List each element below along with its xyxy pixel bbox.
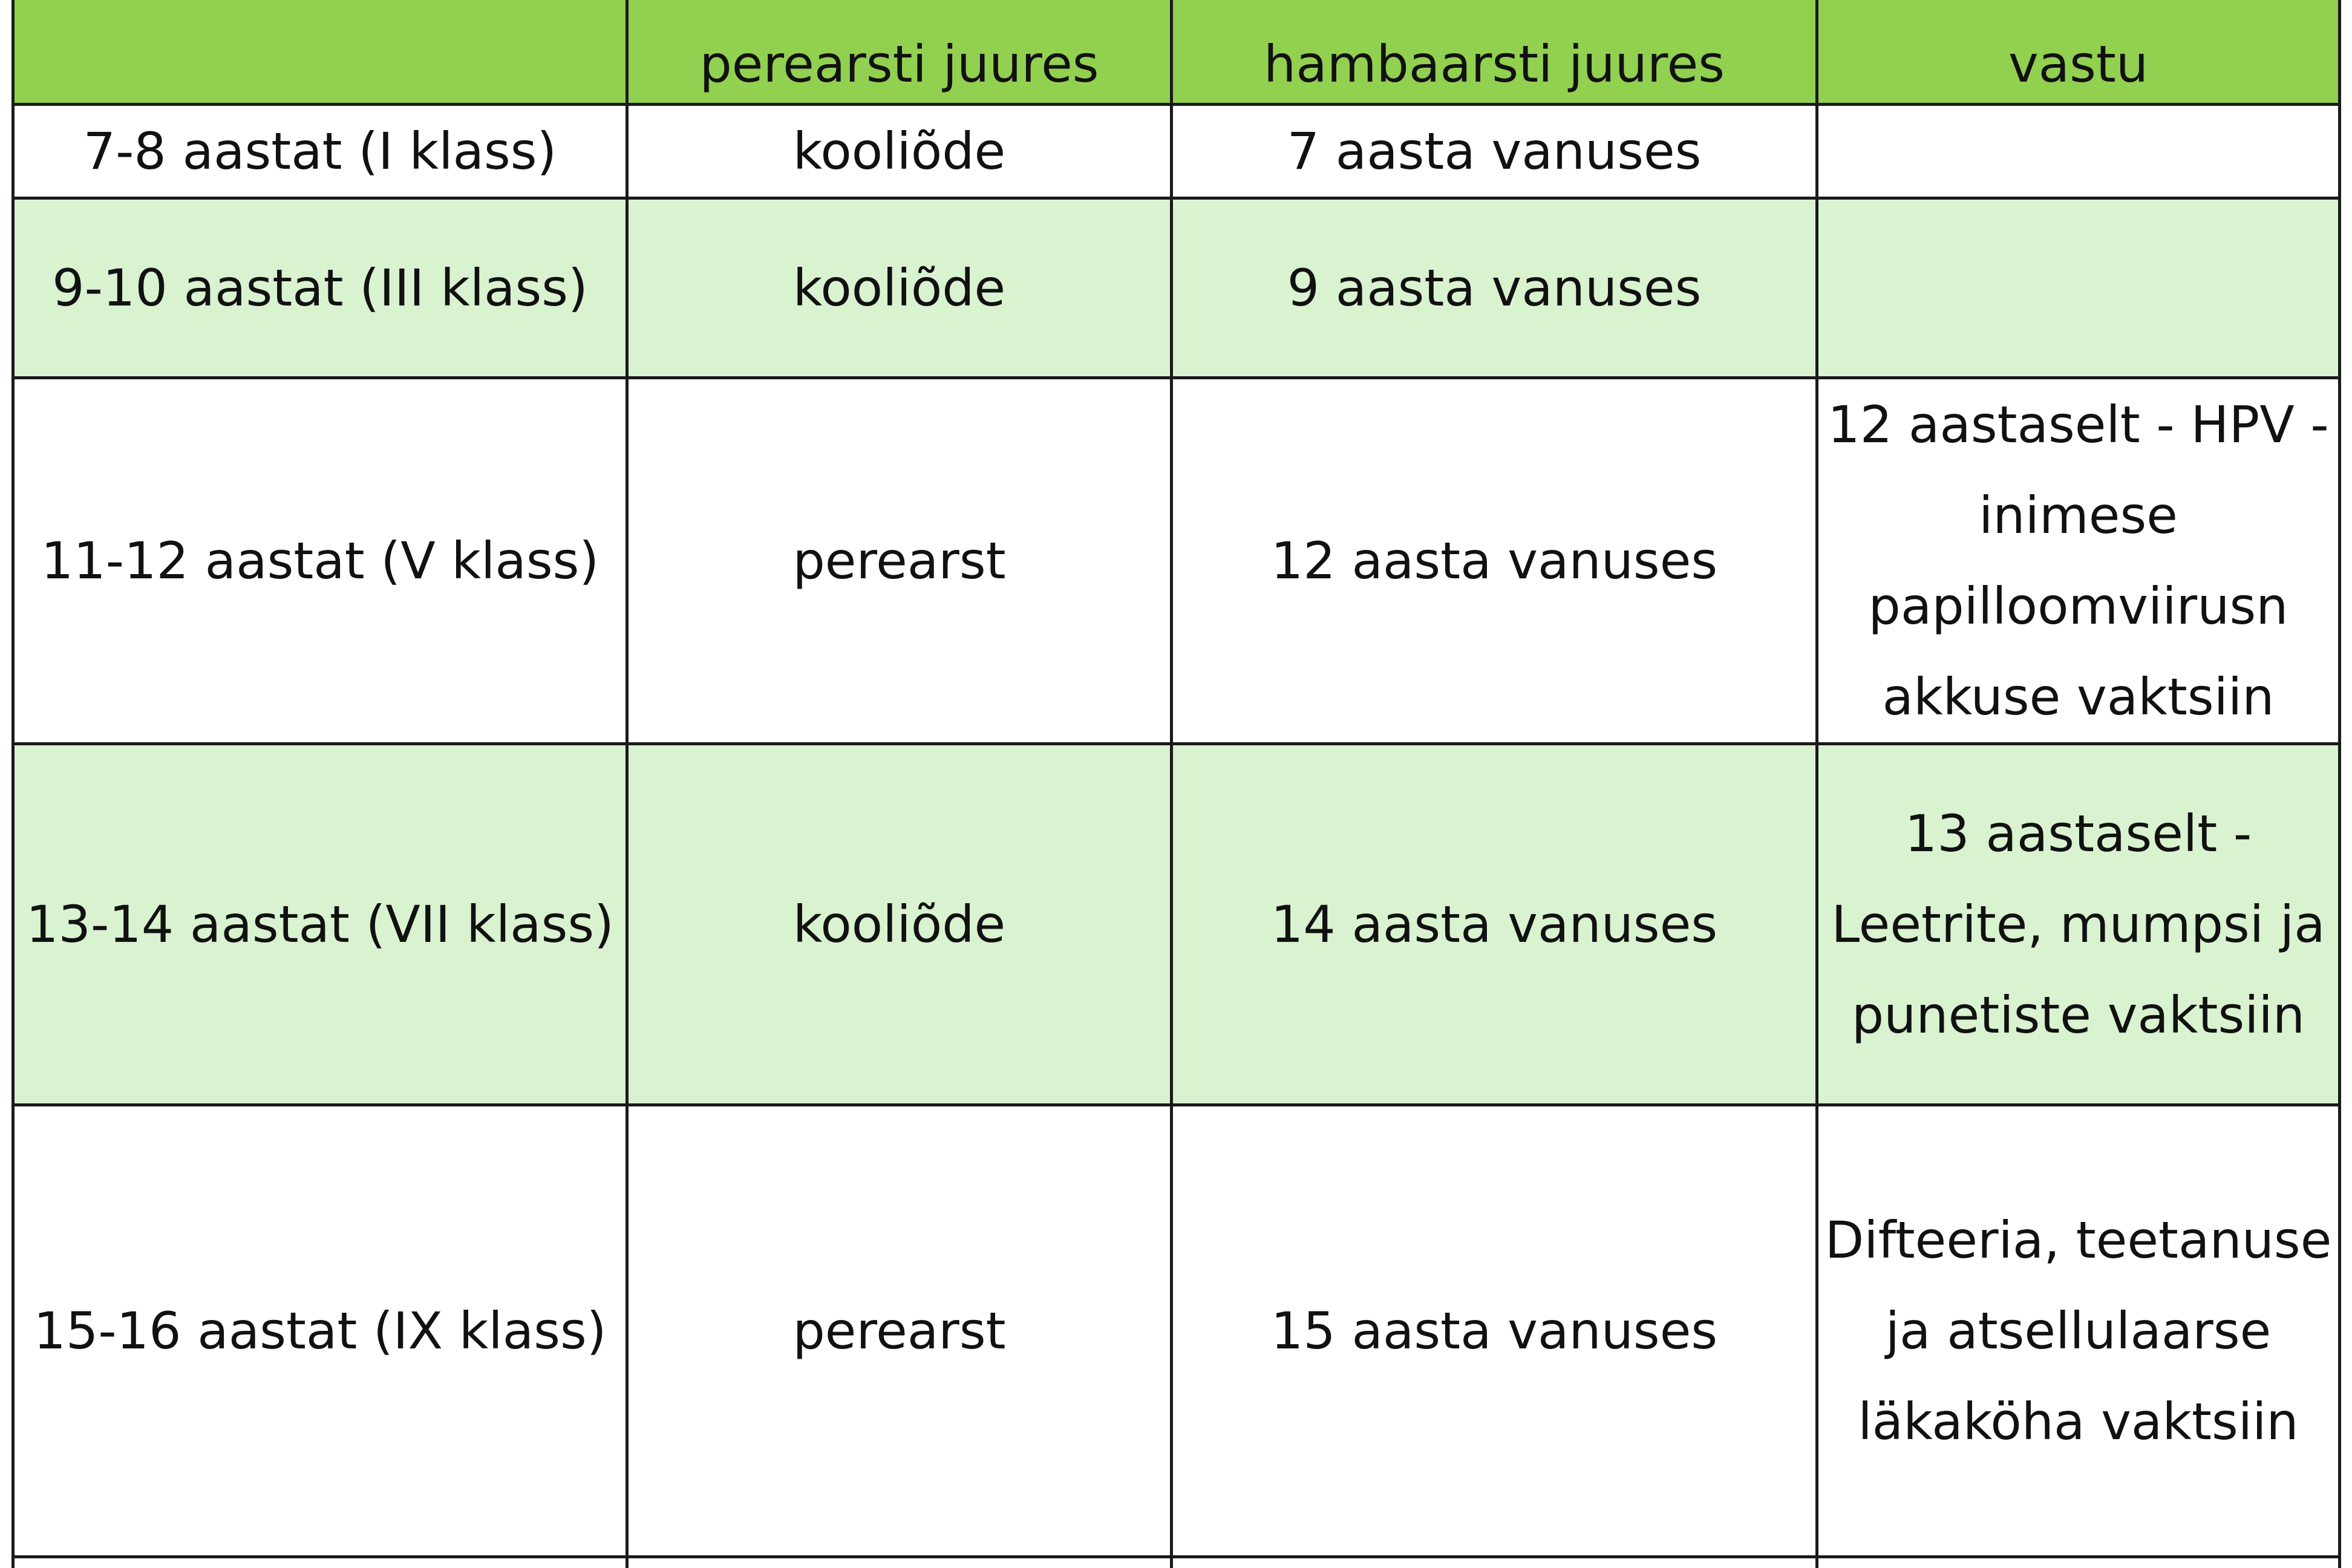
cell-dentist: 7 aasta vanuses: [1172, 105, 1817, 198]
cell-vaccine: 12 aastaselt - HPV - inimese papilloomviirusn akkuse vaktsiin: [1817, 378, 2340, 744]
cell-check: perearst: [627, 378, 1172, 744]
header-age-group: [13, 0, 627, 105]
cell-dentist: 15 aasta vanuses: [1172, 1105, 1817, 1557]
cell-vaccine: 13 aastaselt - Leetrite, mumpsi ja punetiste vaktsiin: [1817, 744, 2340, 1105]
table-row: [13, 198, 2340, 378]
cell-check: perearst: [627, 1105, 1172, 1557]
cell-check: kooliõde: [627, 744, 1172, 1105]
header-dentist-check: hambaarsti juures: [1172, 0, 1817, 105]
header-vaccination: vastu: [1817, 0, 2340, 105]
table-row: [13, 1105, 2340, 1557]
cell-check: kooliõde: [627, 105, 1172, 198]
cell-age: [13, 1557, 627, 1568]
table-row: [13, 378, 2340, 744]
cell-vaccine: [1817, 1557, 2340, 1568]
table-header-row: [13, 0, 2340, 105]
cell-vaccine: Difteeria, teetanuse ja atsellulaarse läkaköha vaktsiin: [1817, 1105, 2340, 1557]
cell-age: 11-12 aastat (V klass): [13, 378, 627, 744]
cell-dentist: 14 aasta vanuses: [1172, 744, 1817, 1105]
cell-age: 7-8 aastat (I klass): [13, 105, 627, 198]
cell-age: 13-14 aastat (VII klass): [13, 744, 627, 1105]
cell-dentist: [1172, 1557, 1817, 1568]
table-row: [13, 105, 2340, 198]
cell-vaccine: [1817, 198, 2340, 378]
cell-dentist: 12 aasta vanuses: [1172, 378, 1817, 744]
cell-check: [627, 1557, 1172, 1568]
cell-dentist: 9 aasta vanuses: [1172, 198, 1817, 378]
table-row: [13, 744, 2340, 1105]
cell-check: kooliõde: [627, 198, 1172, 378]
cell-age: 15-16 aastat (IX klass): [13, 1105, 627, 1557]
header-family-doctor-check: perearsti juures: [627, 0, 1172, 105]
cell-age: 9-10 aastat (III klass): [13, 198, 627, 378]
cell-vaccine: [1817, 105, 2340, 198]
health-check-schedule-table: [11, 0, 2341, 1568]
table-row: [13, 1557, 2340, 1568]
